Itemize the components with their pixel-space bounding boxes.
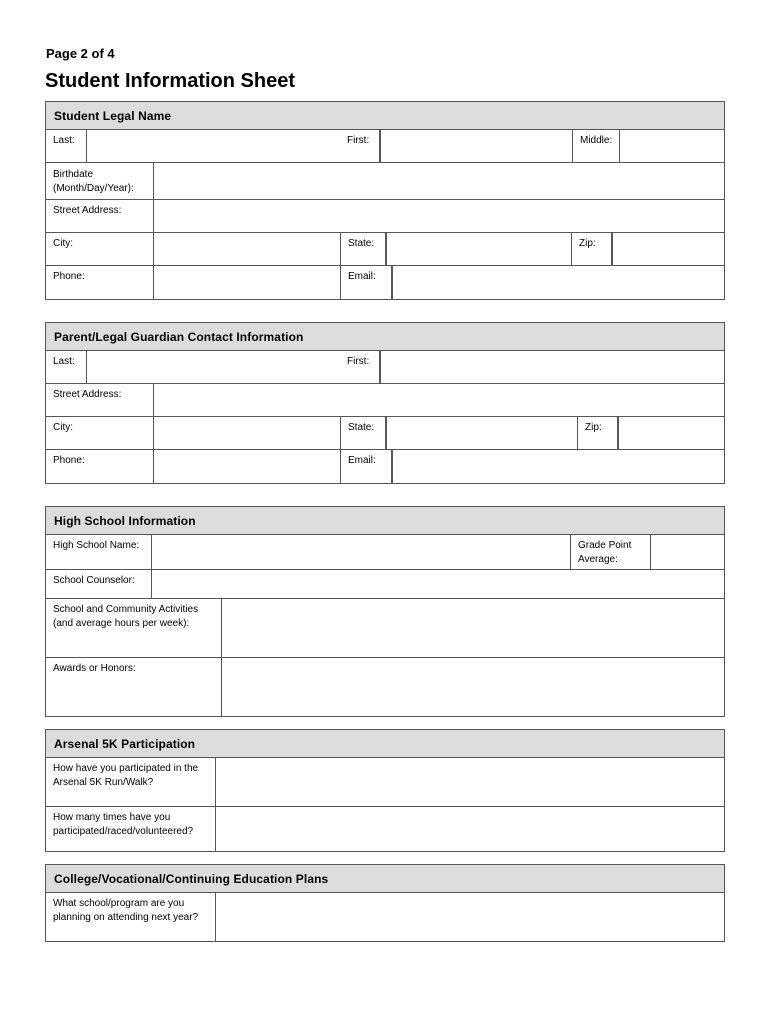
- section-heading: High School Information: [46, 507, 724, 535]
- student-street-row: [46, 200, 724, 233]
- school-plan-label: What school/program are you planning on attending next year?: [46, 893, 216, 941]
- section-heading: Student Legal Name: [46, 102, 724, 130]
- section-heading: College/Vocational/Continuing Education Plans: [46, 865, 724, 893]
- student-zip-label: Zip:: [572, 233, 612, 265]
- guardian-phone-field[interactable]: [154, 450, 340, 483]
- student-phone-row: [46, 266, 724, 299]
- guardian-city-label: City:: [46, 417, 154, 449]
- student-street-field[interactable]: [154, 200, 724, 232]
- guardian-last-label: Last:: [46, 351, 87, 383]
- gpa-field[interactable]: [651, 535, 724, 569]
- guardian-state-field[interactable]: [386, 417, 578, 449]
- high-school-name-row: [46, 535, 724, 570]
- student-birthdate-field[interactable]: [154, 163, 724, 199]
- student-birthdate-row: [46, 163, 724, 200]
- page-title: Student Information Sheet: [45, 70, 295, 92]
- student-name-row: [46, 130, 724, 163]
- participation-label: How have you participated in the Arsenal 5K Run/Walk?: [46, 758, 216, 806]
- high-school-section: [45, 506, 725, 717]
- student-state-field[interactable]: [386, 233, 572, 265]
- times-row: [46, 807, 724, 851]
- section-heading: Parent/Legal Guardian Contact Information: [46, 323, 724, 351]
- guardian-email-field[interactable]: [392, 450, 724, 483]
- guardian-contact-section: [45, 322, 725, 484]
- guardian-first-label: First:: [340, 351, 380, 383]
- high-school-name-label: High School Name:: [46, 535, 152, 569]
- student-street-label: Street Address:: [46, 200, 154, 232]
- student-last-field[interactable]: [87, 130, 340, 162]
- activities-row: [46, 599, 724, 658]
- guardian-city-field[interactable]: [154, 417, 340, 449]
- guardian-zip-label: Zip:: [578, 417, 618, 449]
- student-first-label: First:: [340, 130, 380, 162]
- student-city-label: City:: [46, 233, 154, 265]
- guardian-email-label: Email:: [340, 450, 392, 483]
- times-label: How many times have you participated/raced/volunteered?: [46, 807, 216, 851]
- student-email-label: Email:: [340, 266, 392, 299]
- student-zip-field[interactable]: [612, 233, 724, 265]
- page-number: Page 2 of 4: [46, 46, 115, 61]
- guardian-street-label: Street Address:: [46, 384, 154, 416]
- school-plan-row: [46, 893, 724, 941]
- awards-row: [46, 658, 724, 716]
- counselor-label: School Counselor:: [46, 570, 152, 598]
- guardian-state-label: State:: [340, 417, 386, 449]
- guardian-phone-label: Phone:: [46, 450, 154, 483]
- counselor-row: [46, 570, 724, 599]
- guardian-phone-row: [46, 450, 724, 483]
- guardian-street-row: [46, 384, 724, 417]
- section-heading: Arsenal 5K Participation: [46, 730, 724, 758]
- guardian-name-row: [46, 351, 724, 384]
- student-state-label: State:: [340, 233, 386, 265]
- student-email-field[interactable]: [392, 266, 724, 299]
- guardian-street-field[interactable]: [154, 384, 724, 416]
- college-plans-section: [45, 864, 725, 942]
- gpa-label: Grade Point Average:: [571, 535, 651, 569]
- guardian-first-field[interactable]: [380, 351, 724, 383]
- participation-row: [46, 758, 724, 807]
- guardian-zip-field[interactable]: [618, 417, 724, 449]
- student-birthdate-label: Birthdate (Month/Day/Year):: [46, 163, 154, 199]
- participation-field[interactable]: [216, 758, 724, 806]
- times-field[interactable]: [216, 807, 724, 851]
- student-first-field[interactable]: [380, 130, 572, 162]
- student-city-row: [46, 233, 724, 266]
- student-phone-field[interactable]: [154, 266, 340, 299]
- activities-label: School and Community Activities (and average hours per week):: [46, 599, 222, 657]
- student-legal-name-section: [45, 101, 725, 300]
- activities-field[interactable]: [222, 599, 724, 657]
- awards-label: Awards or Honors:: [46, 658, 222, 716]
- student-middle-field[interactable]: [620, 130, 724, 162]
- student-middle-label: Middle:: [572, 130, 620, 162]
- high-school-name-field[interactable]: [152, 535, 571, 569]
- guardian-last-field[interactable]: [87, 351, 340, 383]
- guardian-city-row: [46, 417, 724, 450]
- arsenal-5k-section: [45, 729, 725, 852]
- counselor-field[interactable]: [152, 570, 724, 598]
- student-city-field[interactable]: [154, 233, 340, 265]
- student-last-label: Last:: [46, 130, 87, 162]
- school-plan-field[interactable]: [216, 893, 724, 941]
- student-phone-label: Phone:: [46, 266, 154, 299]
- awards-field[interactable]: [222, 658, 724, 716]
